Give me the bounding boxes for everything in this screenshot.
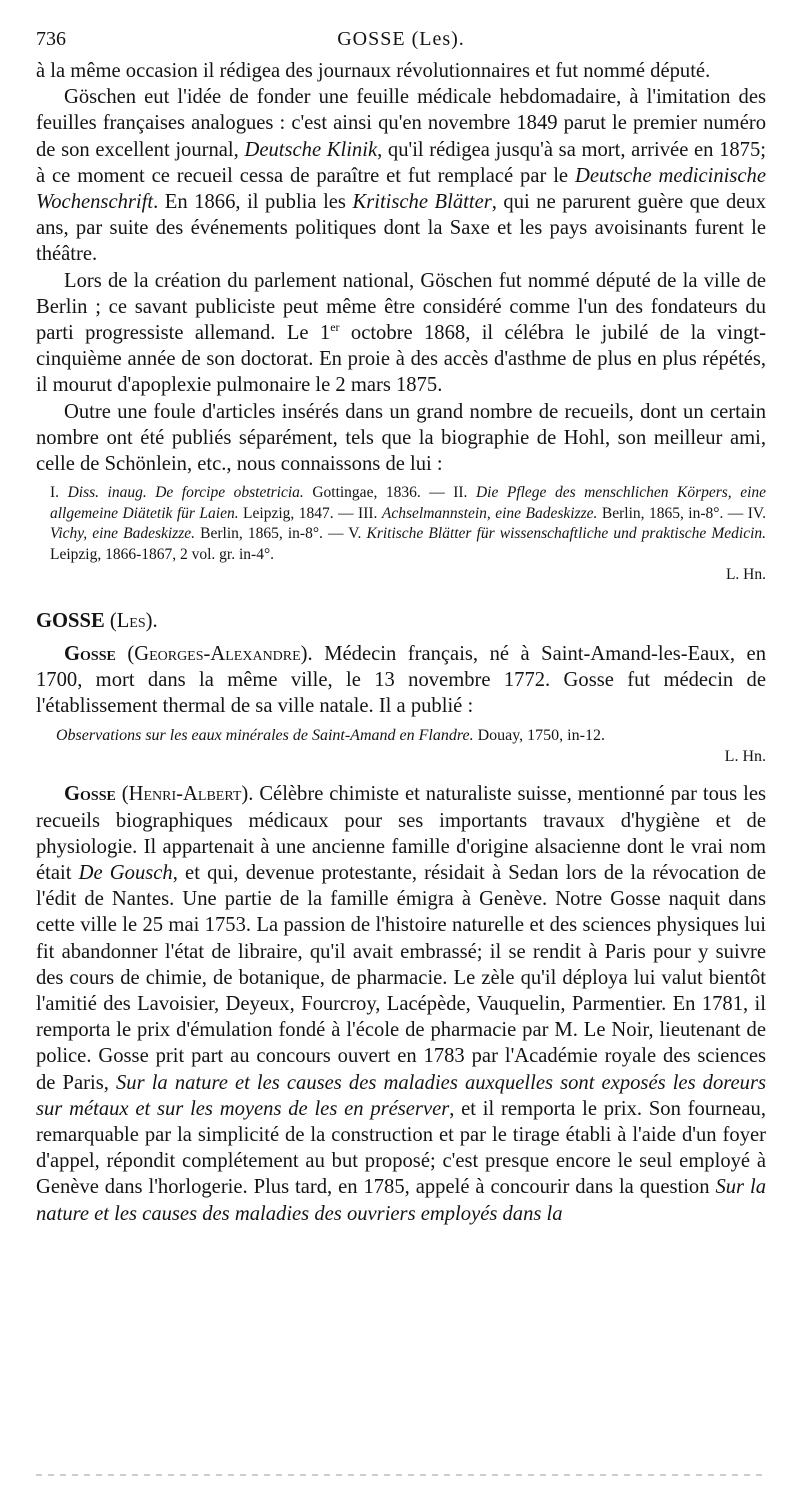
page [36,28,766,1227]
entry-text: Gosse (Henri-Albert). Célèbre chimiste et naturaliste suisse, mentionné par tous les recueils biographiques médicaux pour ses importants travaux d'hygiène et de physiologie. Il appartenait à une ancienne famille d'origine alsacienne dont le vrai nom était De Gousch, et qui, devenue protestante, résidait à Sedan lors de la révocation de l'édit de Nantes. Une partie de la famille émigra à Genève. Notre Gosse naquit dans cette ville le 25 mai 1753. La passion de l'histoire naturelle et des sciences physiques lui fit abandonner l'état de libraire, qu'il avait embrassé; il se rendit à Paris pour y suivre des cours de chimie, de botanique, de pharmacie. Le zèle qu'il déploya lui valut bientôt l'amitié des Lavoisier, Deyeux, Fourcroy, Lacépède, Vauquelin, Parmentier. En 1781, il remporta le prix d'émulation fondé à l'école de pharmacie par M. Le Noir, lieutenant de police. Gosse prit part au concours ouvert en 1783 par l'Académie royale des sciences de Paris, Sur la nature et les causes des maladies auxquelles sont exposés les doreurs sur métaux et sur les moyens de les en préserver, et il remporta le prix. Son fourneau, remarquable par la simplicité de la construction et par le tirage établi à l'aide d'un foyer d'appel, répondit complétement au but proposé; c'est presque encore le seul employé à Genève dans l'horlogerie. Plus tard, en 1785, appelé à concourir dans la question Sur la nature et les causes des maladies des ouvriers employés dans la [36,783,767,1225]
paragraph: Lors de la création du parlement national, Göschen fut nommé député de la ville de Berlin ; ce savant publiciste peut même être considéré comme l'un des fondateurs du parti progressiste allemand. Le 1er octobre 1868, il célébra le jubilé de la vingt-cinquième année de son doctorat. En proie à des accès d'asthme de plus en plus répétés, il mourut d'apoplexie pulmonaire le 2 mars 1875. [36,269,766,397]
author-signature: L. Hn. [724,748,766,766]
entry-georges-alexandre [36,641,766,720]
entry-text: Gosse (Georges-Alexandre). Médecin français, né à Saint-Amand-les-Eaux, en 1700, mort dans la même ville, le 13 novembre 1772. Gosse fut médecin de l'établissement thermal de sa ville natale. Il a publié : [36,642,766,718]
entry-name: Gosse [64,642,116,665]
entry-henri-albert [36,781,766,1226]
paragraph: Göschen eut l'idée de fonder une feuille médicale hebdomadaire, à l'imitation des feuilles françaises analogues : c'est ainsi qu'en novembre 1849 parut le premier numéro de son excellent journal, Deutsche Klinik, qu'il rédigea jusqu'à sa mort, arrivée en 1875; à ce moment ce recueil cessa de paraître et fut remplacé par le Deutsche medicinische Wochenschrift. En 1866, il publia les Kritische Blätter, qui ne parurent guère que deux ans, par suite des événements politiques dont la Saxe et les pays avoisinants furent le théâtre. [36,86,766,266]
running-title: GOSSE (Les). [337,28,465,50]
bibliography-list: I. Diss. inaug. De forcipe obstetricia. Gottingae, 1836. — II. Die Pflege des menschlichen Körpers, eine allgemeine Diätetik für Laien. Leipzig, 1847. — III. Achselmannstein, eine Badeskizze. Berlin, 1865, in-8°. — IV. Vichy, eine Badeskizze. Berlin, 1865, in-8°. — V. Kritische Blätter für wissenschaftliche und praktische Medicin. Leipzig, 1866-1867, 2 vol. gr. in-4°. [50,484,767,563]
paragraph: à la même occasion il rédigea des journaux révolutionnaires et fut nommé député. [36,60,711,82]
page-number: 736 [36,28,66,50]
footer-rule [36,1474,764,1476]
page-header [36,28,766,58]
bibliography [50,483,766,586]
article-body [36,58,766,477]
entry-bibliography: Observations sur les eaux minérales de Saint-Amand en Flandre. Douay, 1750, in-12. L. Hn. [56,727,766,766]
entry-name: Gosse [64,783,116,806]
author-signature: L. Hn. [725,566,766,584]
paragraph: Outre une foule d'articles insérés dans un grand nombre de recueils, dont un certain nombre ont été publiés séparément, tels que la biographie de Hohl, son meilleur ami, celle de Schönlein, etc., nous connaissons de lui : [36,400,766,476]
section-heading: GOSSE (Les). [36,609,158,632]
